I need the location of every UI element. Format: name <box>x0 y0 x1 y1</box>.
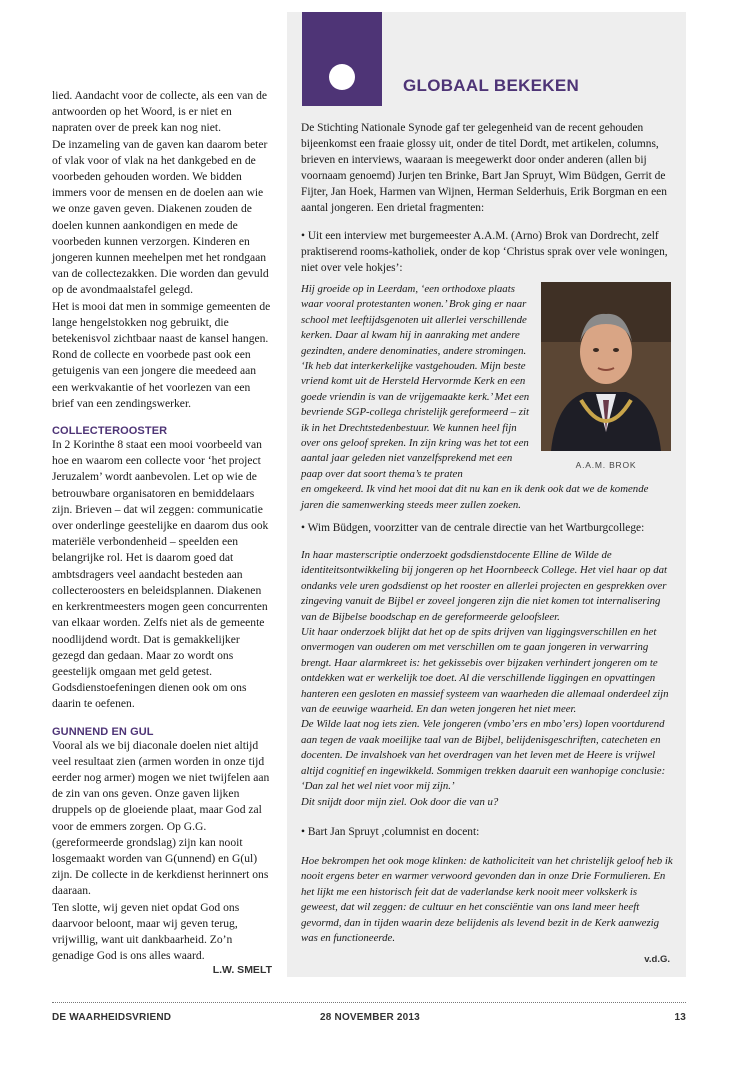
circle-icon <box>329 64 355 90</box>
left-paragraph: lied. Aandacht voor de collecte, als een van de antwoorden op het Woord, is er niet en napraten over de preek kan nog niet. <box>52 89 268 135</box>
footer-page-number: 13 <box>674 1012 686 1023</box>
quote-brok-part1: Hij groeide op in Leerdam, ‘een orthodoxe plaats waar vooral protestanten wonen.’ Brok ging er naar school met leeftijdsgenoten uit allerlei verschillende kerken. Daar al kwam hij in aanraking met andere gezindten, andere denominaties, andere stromingen. ‘Ik heb dat interkerkelijke vastgehouden. Mijn beste vriend komt uit de Hersteld Hervormde Kerk en een goede vriendin is van de vrijgemaakte kerk.’ Met een bevriende SGP-collega christelijk gereformeerd – zit ik in het Drechtstedenbestuur. We kunnen heel fijn over ons geloof spreken. In zijn kring was het tot een aantal jaar geleden niet vanzelfsprekend met een paap over dat soort thema’s te praten <box>301 283 530 480</box>
footer-publication: DE WAARHEIDSVRIEND <box>52 1012 172 1023</box>
quote-budgen: Dit snijdt door mijn ziel. Ook door die van u? <box>301 795 499 808</box>
left-column <box>52 88 272 976</box>
sidebar-title: GLOBAAL BEKEKEN <box>403 76 580 95</box>
quote-budgen: De Wilde laat nog iets zien. Vele jongeren (vmbo’ers en mbo’ers) lopen voortdurend aan tegen de vaak moeilijke taal van de Bijbel, belijdenisgeschriften, catecheten en docenten. De invalshoek van het overdragen van het leven met de Heere is vrijwel altijd cognitief en ingewikkeld. Sommigen trekken daaruit een wanhopige conclusie: ‘Dan zal het wel niet voor mij zijn.’ <box>301 718 666 793</box>
sidebar-content <box>301 120 673 276</box>
sidebar-bullet-2: • Wim Büdgen, voorzitter van de centrale directie van het Wartburgcollege: <box>301 522 645 534</box>
quote-budgen: Uit haar onderzoek blijkt dat het op de spits drijven van liggingsverschillen en het onvermogen van ouderen om met verschillen om te gaan jongeren in verwarring brengt. Haar alarmkreet is: het gekissebis over bijzaken verhindert jongeren om te ontdekken wat er werkelijk toe doet. Al die verschillende liggingen en opvattingen hanteren een gesloten en massief systeem van waarheden die allemaal onderdeel zijn van de eeuwige waarheid. En dan weten jongeren het niet meer. <box>301 626 669 716</box>
sidebar-intro: De Stichting Nationale Synode gaf ter gelegenheid van de recent gehouden bijeenkomst een fraaie glossy uit, onder de titel Dordt, met artikelen, columns, brieven en interviews, waaraan is meegewerkt door onder anderen (allen bij voornaam genoemd) Jurjen ten Brinke, Bart Jan Spruyt, Wim Büdgen, Gerrit de Fijter, Jan Hoek, Harmen van Wijnen, Herman Selderhuis, Erik Borgman en een aantal jongeren. Een drietal fragmenten: <box>301 122 667 214</box>
left-paragraph: Het is mooi dat men in sommige gemeenten de lange hengelstokken nog gebruikt, die betekenisvol zichtbaar naast de kansel hangen. Rond de collecte en voorbede past ook een getuigenis van een jongere die meedeed aan een werkvakantie of het voorlezen van een brief van een zendingswerker. <box>52 299 271 410</box>
left-paragraph: Ten slotte, wij geven niet opdat God ons daarvoor beloont, maar wij geven terug, vrijwillig, want uit dankbaarheid. Zo’n genadige God is ons alles waard. <box>52 900 240 963</box>
photo-caption: A.A.M. BROK <box>575 460 637 470</box>
quote-spruyt: Hoe bekrompen het ook moge klinken: de katholiciteit van het christelijk geloof heb ik nooit ergens beter en warmer verwoord gevonden dan in onze Drie Formulieren. En het lijkt me een historisch feit dat de vaderlandse kerk nooit meer volkskerk is geweest, dat wil zeggen: de cultuur en het consciëntie van ons land meer heeft gevormd, dan in tijden waarin deze belijdenis als levend bezit in de Kerk aanwezig was en functioneerde. <box>301 854 673 944</box>
left-paragraph: De inzameling van de gaven kan daarom beter of vlak voor of vlak na het dankgebed en de voorbeden gehouden worden. We bidden immers voor de mensen en de doelen aan wie we onze gaven geven. Diakenen zouden de doelen kunnen aankondigen en mede de voorbeden kunnen verzorgen. Kinderen en jongeren kunnen meehelpen met het rondgaan van de collectezakken. Die worden dan gevuld op de avondmaalstafel gelegd. <box>52 137 269 297</box>
sidebar-bullet-1: • Uit een interview met burgemeester A.A.M. (Arno) Brok van Dordrecht, zelf praktiserend rooms-katholiek, onder de kop ‘Christus sprak over vele woningen, niet over vele hokjes’: <box>301 230 668 274</box>
footer-date: 28 NOVEMBER 2013 <box>320 1012 420 1023</box>
quote-budgen: In haar masterscriptie onderzoekt godsdienstdocente Elline de Wilde de identiteitsontwikkeling bij jongeren op het Hoornbeeck College. Het viel haar op dat ondanks vele uren godsdienst op het rooster en allerlei projecten en gesprekken over zingeving vanuit de Bijbel er zoveel jongeren zijn die niet komen tot internalisering van de Bijbelse boodschap en de gereformeerde geloofsleer. <box>301 549 668 623</box>
left-paragraph: In 2 Korinthe 8 staat een mooi voorbeeld van hoe en waarom een collecte voor ‘het project Jeruzalem’ wordt aanbevolen. Let op wie de betrouwbare organisatoren en bemiddelaars zijn. Brieven – dat wil zeggen: communicatie over onderlinge geestelijke en daarom dus ook materiële verbondenheid – speelden een belangrijke rol. Het is daarom goed dat ambtsdragers veel aandacht besteden aan collecteroosters en beleidsplannen. Diakenen en kerkrentmeesters mogen geen concurrenten van elkaar worden. Zelfs niet als de gemeente noodlijdend wordt. Dat is gemakkelijker gezegd dan gedaan. Maar zo wordt ons geestelijk omgaan met geld getest. Godsdienstoefeningen dienen ook om ons daarin te oefenen. <box>52 438 269 711</box>
left-paragraph: Vooral als we bij diaconale doelen niet altijd veel resultaat zien (armen worden in onze tijd eerder nog armer) mogen we niet twijfelen aan de zin van ons geven. Onze gaven lijken druppels op de gloeiende plaat, maar God zal voor de emmers zorgen. Op G.G. (gereformeerde grondslag) zijn kan nooit losgemaakt worden van G(unnend) en G(ul) zijn. De collecte in de kerkdienst herinnert ons daaraan. <box>52 738 270 898</box>
sidebar-bullet-3: • Bart Jan Spruyt ,columnist en docent: <box>301 825 480 838</box>
quote-brok-part2: en omgekeerd. Ik vind het mooi dat dit nu kan en ik denk ook dat we de komende jaren die samenwerking steeds meer zullen zoeken. <box>301 483 649 511</box>
section-heading-gunnend-en-gul: GUNNEND EN GUL <box>52 725 154 738</box>
article-author: L.W. SMELT <box>212 964 272 977</box>
footer-divider <box>52 1002 686 1003</box>
sidebar-content-lower <box>301 520 673 946</box>
portrait-image <box>541 282 671 451</box>
portrait-photo <box>541 282 671 451</box>
sidebar-logo-box <box>302 12 382 106</box>
section-heading-collecterooster: COLLECTEROOSTER <box>52 425 168 438</box>
sidebar-signature: v.d.G. <box>644 954 670 965</box>
